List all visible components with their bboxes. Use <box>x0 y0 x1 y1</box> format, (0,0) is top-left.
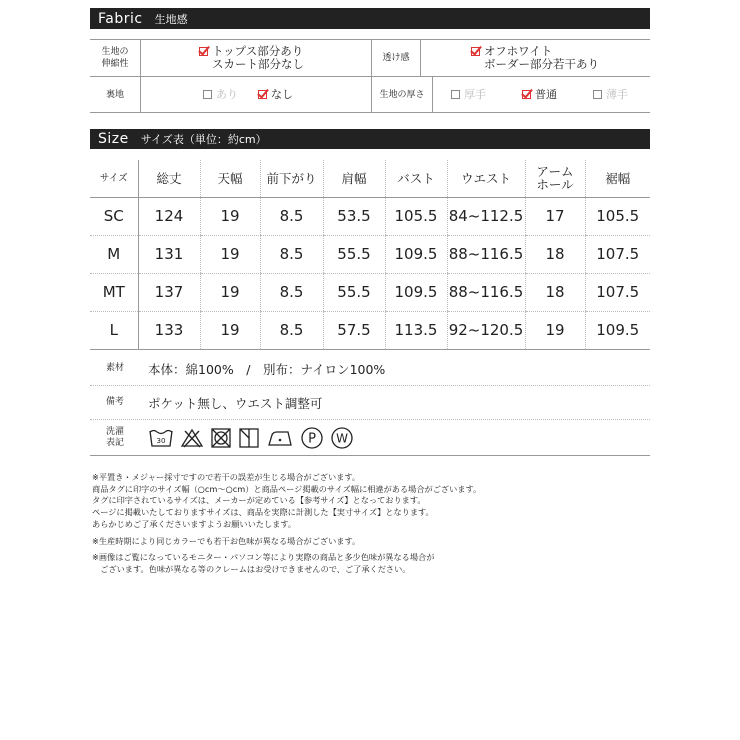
wet-clean-w-icon <box>330 426 354 450</box>
note-line: タグに印字されているサイズは、メーカーが定めている【参考サイズ】となっております。 <box>92 495 426 506</box>
size-name: MT <box>90 273 138 311</box>
size-subtitle: サイズ表（単位：約cm） <box>140 133 267 146</box>
lining-option-no: なし <box>258 88 293 101</box>
table-cell: 107.5 <box>585 273 650 311</box>
sheer-label: 透け感 <box>382 53 410 63</box>
line-dry-shade-icon <box>238 427 260 449</box>
table-cell: 109.5 <box>385 273 447 311</box>
sheer-value: オフホワイト ボーダー部分若干あり <box>421 45 599 71</box>
table-cell: 109.5 <box>385 235 447 273</box>
material-label: 素材 <box>105 363 124 373</box>
table-cell: 88~116.5 <box>447 235 525 273</box>
svg-text:P: P <box>308 431 316 446</box>
table-cell: 105.5 <box>585 197 650 235</box>
checkbox-checked-icon <box>199 47 208 56</box>
table-cell: 88~116.5 <box>447 273 525 311</box>
note-label: 備考 <box>105 397 124 407</box>
checkbox-unchecked-icon <box>203 90 212 99</box>
size-name: M <box>90 235 138 273</box>
lining-options <box>141 88 371 101</box>
table-cell: 18 <box>525 235 585 273</box>
table-cell: 133 <box>138 311 200 349</box>
size-name: L <box>90 311 138 349</box>
fabric-table <box>90 39 650 113</box>
header-armhole: アーム ホール <box>525 160 585 197</box>
disclaimer-notes <box>92 472 652 576</box>
size-name: SC <box>90 197 138 235</box>
checkbox-checked-icon <box>258 90 267 99</box>
hand-wash-icon <box>148 427 174 449</box>
table-cell: 17 <box>525 197 585 235</box>
note-value: ポケット無し、ウエスト調整可 <box>148 395 323 411</box>
header-waist: ウエスト <box>447 160 525 197</box>
checkbox-checked-icon <box>471 47 480 56</box>
table-cell: 19 <box>200 197 260 235</box>
care-label: 洗濯 表記 <box>105 426 124 448</box>
size-table-header <box>90 160 650 197</box>
material-section <box>90 352 650 456</box>
table-cell: 8.5 <box>260 197 323 235</box>
fabric-title: Fabric <box>98 10 143 27</box>
thickness-option-normal: 普通 <box>522 88 557 101</box>
no-bleach-icon <box>180 427 204 449</box>
header-bust: バスト <box>385 160 447 197</box>
care-row <box>90 420 650 456</box>
dry-clean-p-icon <box>300 426 324 450</box>
size-section-header <box>90 129 650 149</box>
table-row <box>90 311 650 349</box>
material-row <box>90 352 650 386</box>
table-cell: 8.5 <box>260 235 323 273</box>
table-row <box>90 273 650 311</box>
table-cell: 8.5 <box>260 273 323 311</box>
note-row <box>90 386 650 420</box>
thickness-label: 生地の厚さ <box>379 89 425 100</box>
thickness-option-thin: 薄手 <box>593 88 628 101</box>
table-cell: 18 <box>525 273 585 311</box>
svg-text:W: W <box>336 431 348 445</box>
header-shoulder: 肩幅 <box>323 160 385 197</box>
care-symbols <box>140 426 354 450</box>
material-value: 本体：綿100% / 別布：ナイロン100% <box>148 361 386 377</box>
lining-option-yes: あり <box>203 88 238 101</box>
stretch-label: 生地の 伸縮性 <box>101 47 129 69</box>
header-length: 総丈 <box>138 160 200 197</box>
note-line: 商品タグに印字のサイズ幅（○cm～○cm）と商品ページ掲載のサイズ幅に相違がある場合がございます。 <box>92 483 482 494</box>
header-neck-width: 天幅 <box>200 160 260 197</box>
table-cell: 84~112.5 <box>447 197 525 235</box>
checkbox-unchecked-icon <box>593 90 602 99</box>
table-cell: 19 <box>200 311 260 349</box>
fabric-row-stretch-sheer <box>90 40 650 77</box>
table-cell: 57.5 <box>323 311 385 349</box>
note-line: ※画像はご覧になっているモニター・パソコン等により実際の商品と多少色味が異なる場合が <box>92 552 435 563</box>
table-cell: 105.5 <box>385 197 447 235</box>
note-line: あらかじめご了承くださいますようお願いいたします。 <box>92 518 297 529</box>
stretch-value: トップス部分あり スカート部分なし <box>141 45 371 71</box>
size-table <box>90 160 650 350</box>
table-cell: 137 <box>138 273 200 311</box>
lining-label: 裏地 <box>105 89 124 100</box>
table-cell: 55.5 <box>323 273 385 311</box>
table-cell: 113.5 <box>385 311 447 349</box>
header-size: サイズ <box>90 160 138 197</box>
table-row <box>90 235 650 273</box>
header-front-drop: 前下がり <box>260 160 323 197</box>
table-cell: 53.5 <box>323 197 385 235</box>
table-cell: 107.5 <box>585 235 650 273</box>
table-cell: 8.5 <box>260 311 323 349</box>
table-cell: 19 <box>200 273 260 311</box>
table-cell: 109.5 <box>585 311 650 349</box>
table-cell: 124 <box>138 197 200 235</box>
fabric-subtitle: 生地感 <box>154 12 188 26</box>
thickness-option-thick: 厚手 <box>451 88 486 101</box>
checkbox-unchecked-icon <box>451 90 460 99</box>
iron-icon <box>266 427 294 449</box>
note-line: ページに掲載いたしておりますサイズは、商品を実際に計測した【実寸サイズ】となります。 <box>92 507 434 518</box>
no-tumble-dry-icon <box>210 427 232 449</box>
note-line: ございます。色味が異なる等のクレームはお受けできませんので、ご了承ください。 <box>92 563 411 574</box>
header-hem-width: 裾幅 <box>585 160 650 197</box>
fabric-section-header <box>90 8 650 29</box>
table-cell: 131 <box>138 235 200 273</box>
checkbox-checked-icon <box>522 90 531 99</box>
fabric-row-lining-thickness <box>90 77 650 113</box>
note-line: ※生産時期により同じカラーでも若干お色味が異なる場合がございます。 <box>92 535 361 546</box>
thickness-options <box>433 88 628 101</box>
size-title: Size <box>98 131 129 147</box>
table-cell: 92~120.5 <box>447 311 525 349</box>
note-line: ※平置き・メジャー採寸ですので若干の誤差が生じる場合がございます。 <box>92 472 361 482</box>
table-cell: 19 <box>525 311 585 349</box>
table-cell: 55.5 <box>323 235 385 273</box>
table-row <box>90 197 650 235</box>
svg-text:30: 30 <box>156 436 166 445</box>
table-cell: 19 <box>200 235 260 273</box>
